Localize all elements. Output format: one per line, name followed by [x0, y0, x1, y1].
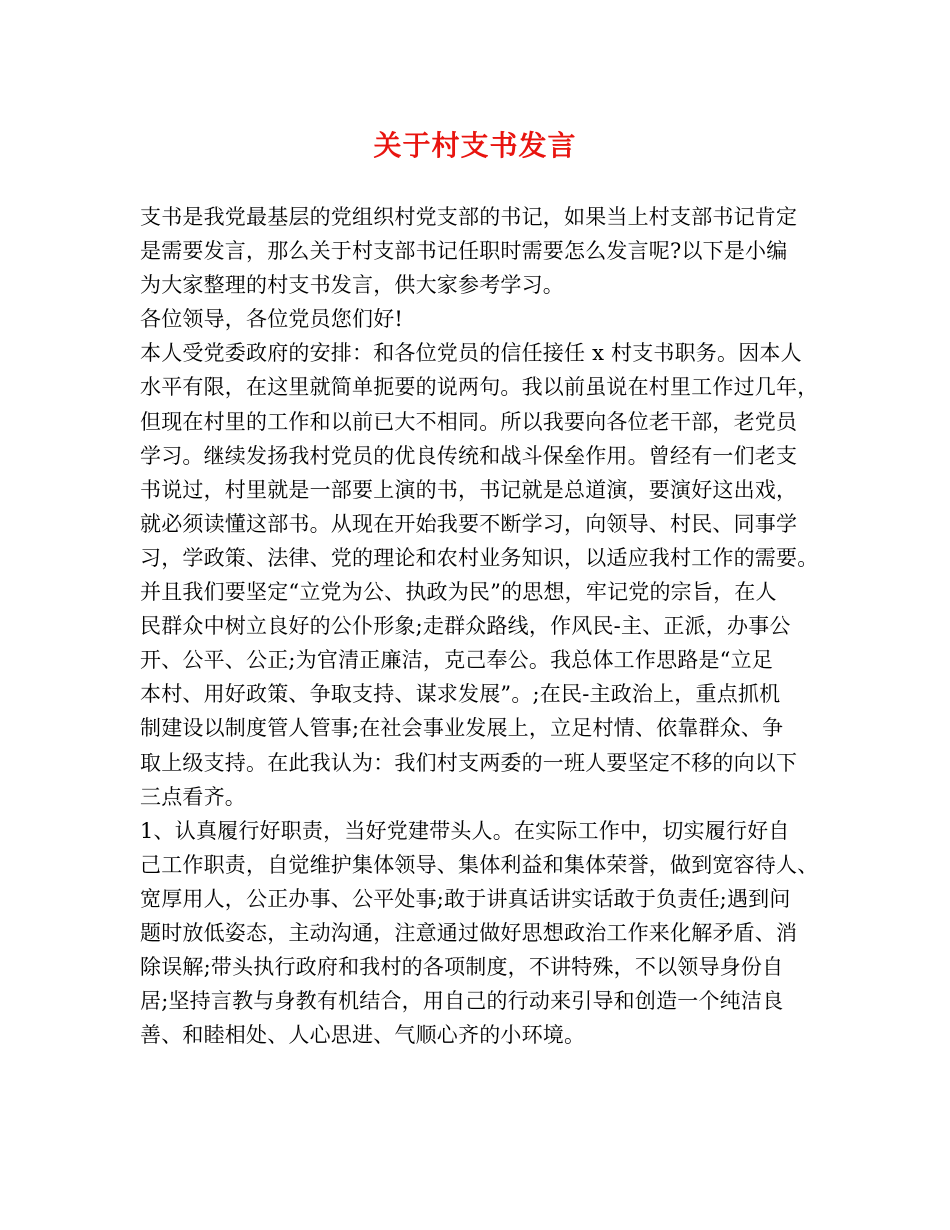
- body-line: 1、认真履行好职责，当好党建带头人。在实际工作中，切实履行好自: [140, 818, 790, 843]
- body-line: 宽厚用人，公正办事、公平处事;敢于讲真话讲实话敢于负责任;遇到问: [140, 886, 791, 911]
- body-line: 居;坚持言教与身教有机结合，用自己的行动来引导和创造一个纯洁良: [140, 989, 784, 1014]
- body-line: 制建设以制度管人管事;在社会事业发展上，立足村情、依靠群众、争: [140, 716, 784, 741]
- body-line: 为大家整理的村支书发言，供大家参考学习。: [140, 273, 564, 298]
- body-line: 并且我们要坚定“立党为公、执政为民”的思想，牢记党的宗旨，在人: [140, 580, 777, 605]
- body-line: 题时放低姿态，主动沟通，注意通过做好思想政治工作来化解矛盾、消: [140, 920, 798, 945]
- body-line: 习，学政策、法律、党的理论和农村业务知识，以适应我村工作的需要。: [140, 545, 819, 570]
- body-line: 己工作职责，自觉维护集体领导、集体利益和集体荣誉，做到宽容待人、: [140, 852, 819, 877]
- body-line: 取上级支持。在此我认为：我们村支两委的一班人要坚定不移的向以下: [140, 750, 798, 775]
- body-line: 各位领导，各位党员您们好!: [140, 307, 404, 332]
- body-line: 水平有限，在这里就简单扼要的说两句。我以前虽说在村里工作过几年，: [140, 375, 819, 400]
- document-title: 关于村支书发言: [373, 129, 577, 162]
- body-line: 支书是我党最基层的党组织村党支部的书记，如果当上村支部书记肯定: [140, 205, 798, 229]
- body-line: 就必须读懂这部书。从现在开始我要不断学习，向领导、村民、同事学: [140, 511, 798, 536]
- body-line: 是需要发言，那么关于村支部书记任职时需要怎么发言呢?以下是小编: [140, 239, 788, 264]
- body-line: 民群众中树立良好的公仆形象;走群众路线，作风民-主、正派，办事公: [140, 614, 791, 639]
- body-line: 学习。继续发扬我村党员的优良传统和战斗保垒作用。曾经有一们老支: [140, 443, 798, 468]
- body-line: 除误解;带头执行政府和我村的各项制度，不讲特殊，不以领导身份自: [140, 955, 784, 980]
- body-line: 开、公平、公正;为官清正廉洁，克己奉公。我总体工作思路是“立足: [140, 648, 774, 673]
- body-line: 本人受党委政府的安排：和各位党员的信任接任 x 村支书职务。因本人: [140, 341, 802, 366]
- body-line: 善、和睦相处、人心思进、气顺心齐的小环境。: [140, 1023, 586, 1048]
- document-body: [140, 200, 830, 1052]
- body-line: 但现在村里的工作和以前已大不相同。所以我要向各位老干部，老党员: [140, 409, 798, 434]
- body-line: 本村、用好政策、争取支持、谋求发展”。;在民-主政治上，重点抓机: [140, 682, 781, 707]
- body-line: 三点看齐。: [140, 784, 246, 809]
- body-line: 书说过，村里就是一部要上演的书，书记就是总道演，要演好这出戏，: [140, 477, 798, 502]
